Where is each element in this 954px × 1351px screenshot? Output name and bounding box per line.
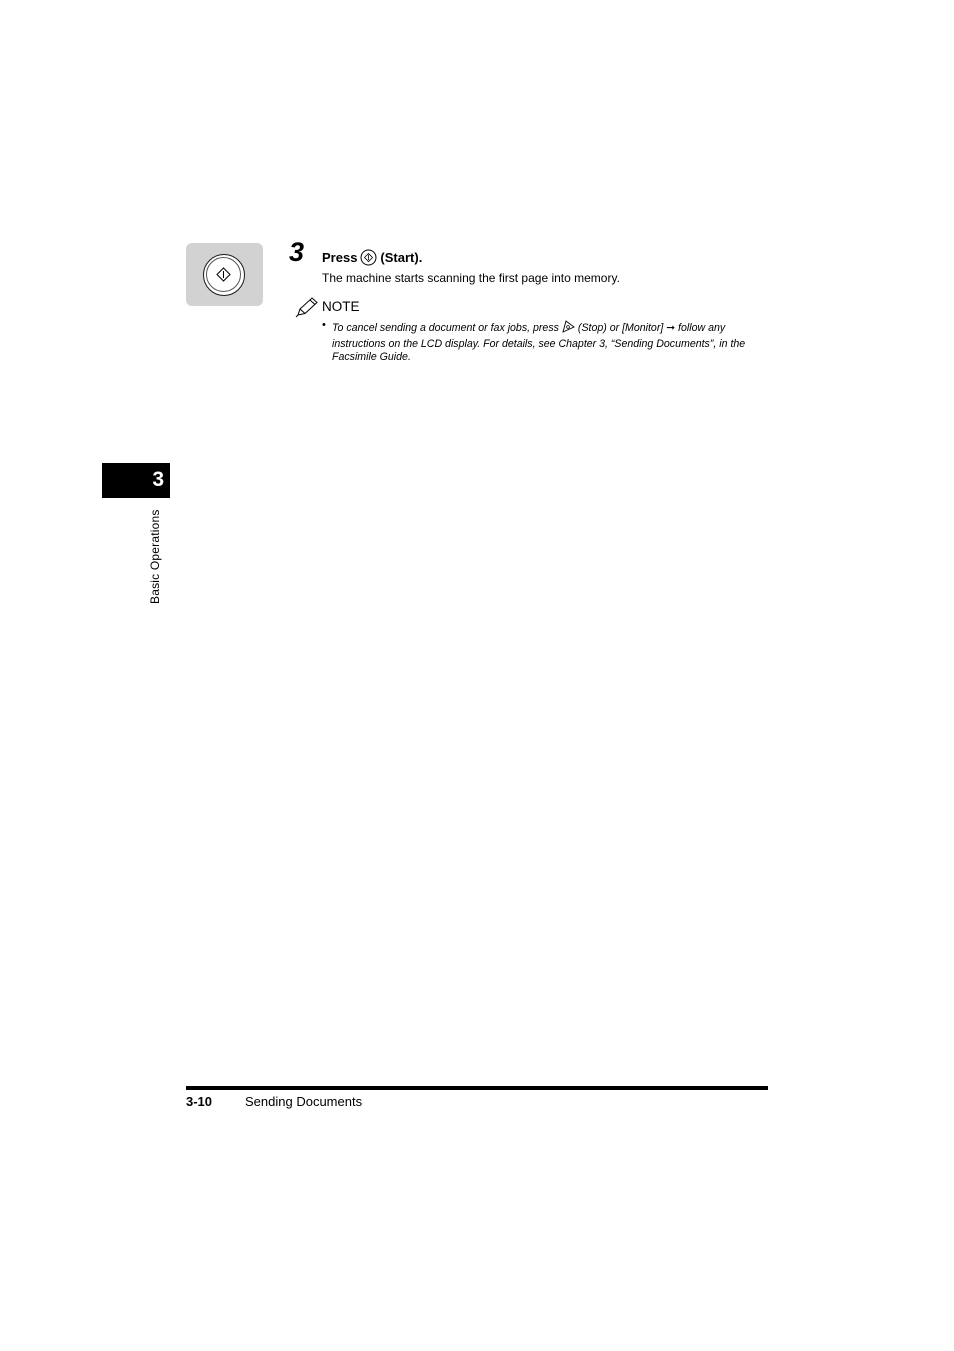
- step-heading-prefix: Press: [322, 250, 358, 265]
- note-label: NOTE: [322, 299, 360, 314]
- start-button-illustration: [186, 243, 263, 306]
- step-number: 3: [289, 237, 305, 267]
- step-heading: [322, 249, 422, 270]
- start-diamond-icon: [216, 267, 231, 282]
- start-button-outer-ring: [203, 254, 245, 296]
- footer-section-title: Sending Documents: [245, 1094, 363, 1109]
- start-button-icon: [360, 249, 377, 270]
- note-text: [332, 319, 772, 365]
- note-text-part1: To cancel sending a document or fax jobs, press: [332, 322, 559, 334]
- chapter-tab-number: 3: [152, 468, 164, 491]
- footer-rule: [186, 1086, 768, 1090]
- footer-page-number: 3-10: [186, 1094, 213, 1109]
- step-description: The machine starts scanning the first page into memory.: [322, 271, 620, 285]
- step-heading-suffix: (Start).: [380, 250, 423, 265]
- note-text-part2: (Stop) or [Monitor] ➞ follow any instructions on the LCD display. For details, see Chapter 3, “Sending Documents”, in the Facsimile Guide.: [332, 322, 746, 364]
- chapter-tab: [102, 463, 170, 498]
- chapter-side-title: Basic Operations: [148, 509, 162, 604]
- pencil-note-icon: [295, 296, 319, 323]
- start-button-inner-ring: [206, 257, 241, 292]
- stop-button-icon: [561, 319, 576, 338]
- note-bullet: •: [322, 319, 326, 331]
